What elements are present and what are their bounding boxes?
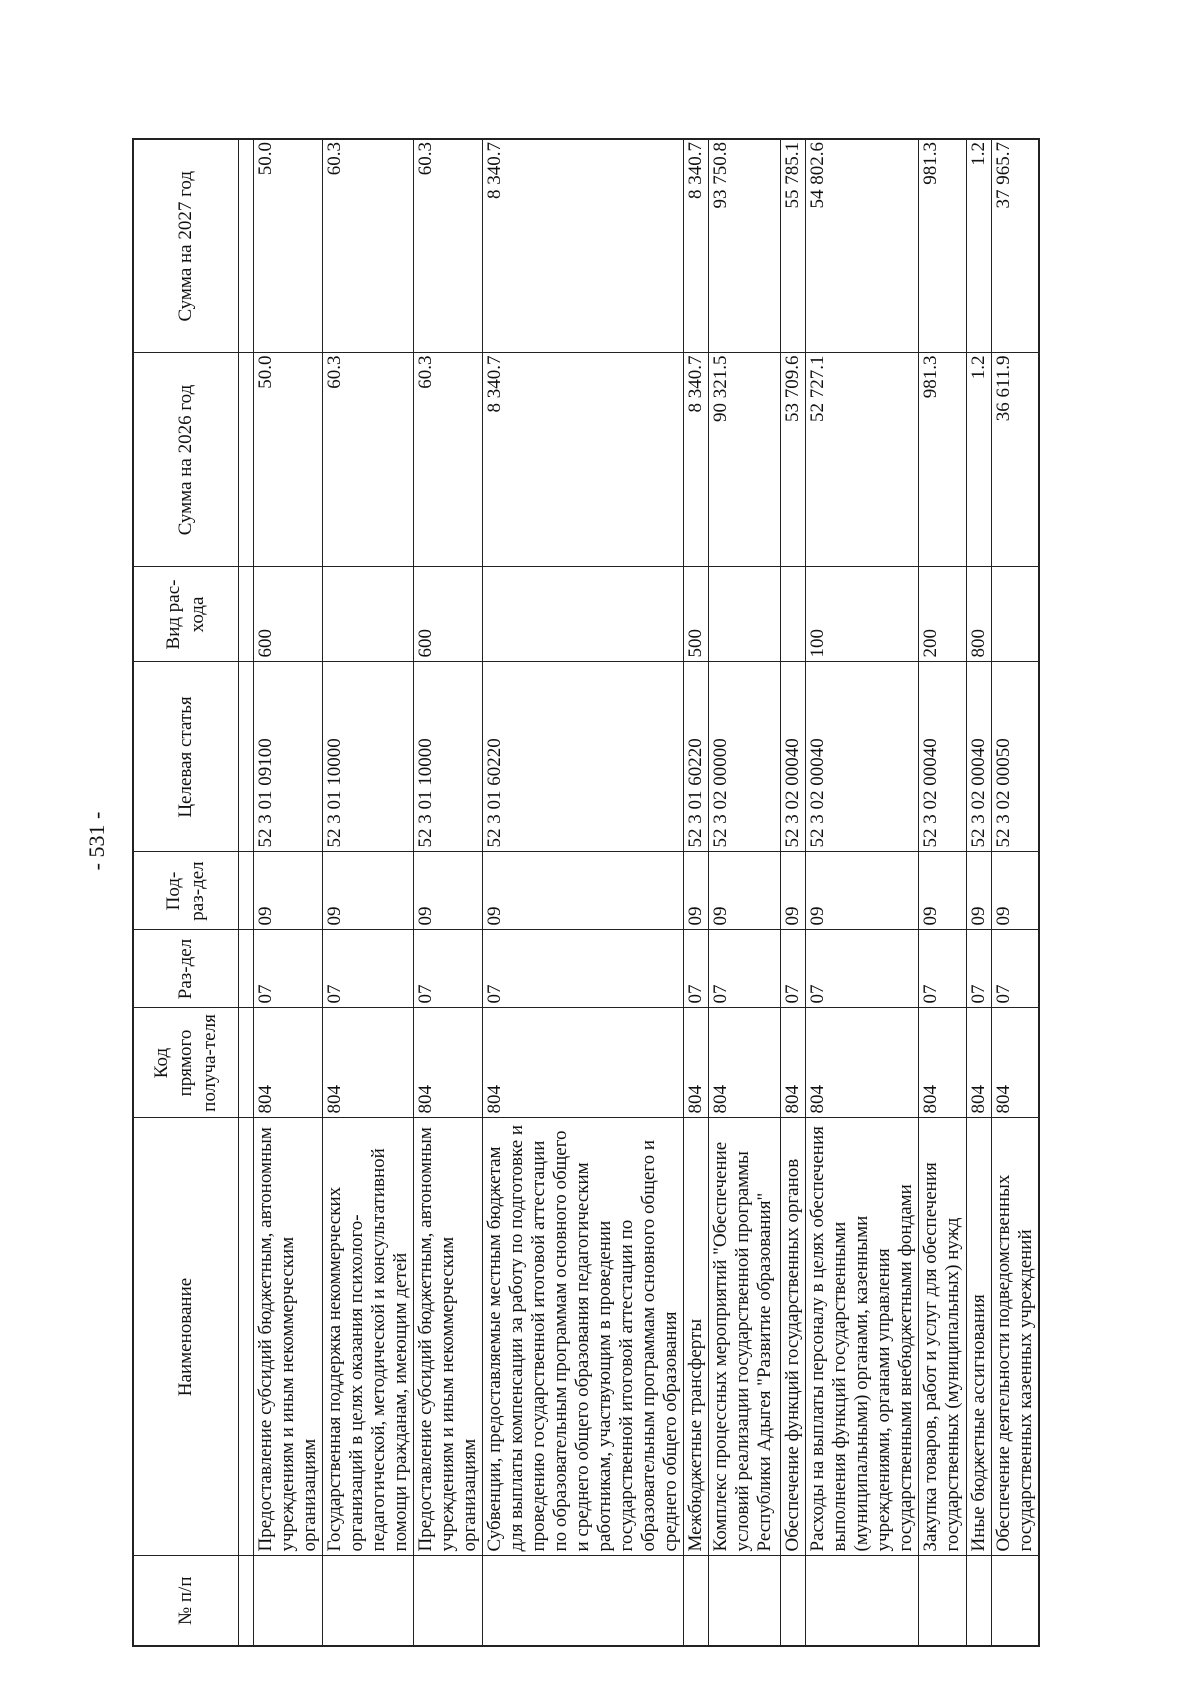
row-code: 804 <box>918 1008 966 1118</box>
row-razdel: 07 <box>708 930 780 1008</box>
budget-table <box>132 138 1040 1647</box>
row-target: 52 3 01 60220 <box>683 662 708 852</box>
row-sum-2027: 8 340.7 <box>482 139 683 353</box>
row-vid: 100 <box>805 567 918 662</box>
row-name: Субвенции, предоставляемые местным бюджетам для выплаты компенсации за работу по подготовке и проведению государственной итоговой аттестации по образовательным программам основного общего и среднего общего образования педагогическим работникам, участвующим в проведении государственной итоговой аттестации по образовательным программам основного общего и среднего общего образования <box>482 1118 683 1556</box>
row-sum-2026: 36 611.9 <box>991 353 1039 567</box>
header-sum-2026: Сумма на 2026 год <box>133 353 238 567</box>
row-sum-2026: 90 321.5 <box>708 353 780 567</box>
row-name: Межбюджетные трансферты <box>683 1118 708 1556</box>
row-razdel: 07 <box>322 930 413 1008</box>
row-podrazdel: 09 <box>991 852 1039 930</box>
header-razdel: Раз-дел <box>133 930 238 1008</box>
row-num <box>708 1556 780 1646</box>
row-name: Расходы на выплаты персоналу в целях обеспечения выполнения функций государственными (муниципальными) органами, казенными учреждениями, органами управления государственными внебюджетными фондами <box>805 1118 918 1556</box>
row-sum-2026: 8 340.7 <box>482 353 683 567</box>
row-podrazdel: 09 <box>683 852 708 930</box>
row-name: Предоставление субсидий бюджетным, автономным учреждениям и иным некоммерческим организациям <box>253 1118 322 1556</box>
row-code: 804 <box>708 1008 780 1118</box>
table-row <box>322 139 413 1646</box>
row-sum-2027: 37 965.7 <box>991 139 1039 353</box>
header-num: № п/п <box>133 1556 238 1646</box>
row-vid <box>322 567 413 662</box>
row-podrazdel: 09 <box>322 852 413 930</box>
row-target: 52 3 01 10000 <box>322 662 413 852</box>
row-sum-2027: 1.2 <box>966 139 991 353</box>
row-target: 52 3 01 60220 <box>482 662 683 852</box>
header-podrazdel: Под-раз-дел <box>133 852 238 930</box>
row-name: Предоставление субсидий бюджетным, автономным учреждениям и иным некоммерческим организациям <box>413 1118 482 1556</box>
row-podrazdel: 09 <box>780 852 805 930</box>
row-target: 52 3 02 00040 <box>966 662 991 852</box>
row-razdel: 07 <box>413 930 482 1008</box>
row-code: 804 <box>966 1008 991 1118</box>
row-code: 804 <box>322 1008 413 1118</box>
row-target: 52 3 01 10000 <box>413 662 482 852</box>
row-razdel: 07 <box>780 930 805 1008</box>
row-sum-2027: 60.3 <box>322 139 413 353</box>
row-vid <box>708 567 780 662</box>
header-spacer-row <box>238 139 253 1646</box>
row-target: 52 3 01 09100 <box>253 662 322 852</box>
table-row <box>253 139 322 1646</box>
row-num <box>805 1556 918 1646</box>
row-podrazdel: 09 <box>918 852 966 930</box>
row-sum-2027: 8 340.7 <box>683 139 708 353</box>
row-sum-2026: 981.3 <box>918 353 966 567</box>
table-body <box>253 139 1039 1646</box>
page-number: - 531 - <box>84 811 109 871</box>
table-row <box>413 139 482 1646</box>
row-num <box>482 1556 683 1646</box>
row-num <box>683 1556 708 1646</box>
row-sum-2027: 60.3 <box>413 139 482 353</box>
row-vid: 600 <box>253 567 322 662</box>
row-razdel: 07 <box>805 930 918 1008</box>
row-sum-2026: 1.2 <box>966 353 991 567</box>
row-code: 804 <box>482 1008 683 1118</box>
row-sum-2026: 52 727.1 <box>805 353 918 567</box>
row-sum-2027: 54 802.6 <box>805 139 918 353</box>
row-vid <box>482 567 683 662</box>
table-row <box>805 139 918 1646</box>
row-target: 52 3 02 00040 <box>805 662 918 852</box>
table-header <box>133 139 253 1646</box>
table-row <box>966 139 991 1646</box>
table-row <box>991 139 1039 1646</box>
row-podrazdel: 09 <box>482 852 683 930</box>
row-razdel: 07 <box>482 930 683 1008</box>
row-sum-2026: 50.0 <box>253 353 322 567</box>
header-target: Целевая статья <box>133 662 238 852</box>
row-target: 52 3 02 00040 <box>780 662 805 852</box>
row-target: 52 3 02 00040 <box>918 662 966 852</box>
row-name: Государственная поддержка некоммерческих организаций в целях оказания психолого-педагогической, методической и консультативной помощи гражданам, имеющим детей <box>322 1118 413 1556</box>
row-sum-2026: 60.3 <box>413 353 482 567</box>
row-sum-2027: 93 750.8 <box>708 139 780 353</box>
row-code: 804 <box>780 1008 805 1118</box>
row-podrazdel: 09 <box>966 852 991 930</box>
row-sum-2026: 8 340.7 <box>683 353 708 567</box>
row-name: Обеспечение деятельности подведомственных государственных казенных учреждений <box>991 1118 1039 1556</box>
row-num <box>322 1556 413 1646</box>
row-code: 804 <box>253 1008 322 1118</box>
row-code: 804 <box>991 1008 1039 1118</box>
table-row <box>780 139 805 1646</box>
row-code: 804 <box>683 1008 708 1118</box>
table-row <box>918 139 966 1646</box>
row-podrazdel: 09 <box>253 852 322 930</box>
row-sum-2026: 60.3 <box>322 353 413 567</box>
row-vid <box>780 567 805 662</box>
header-code: Код прямого получа-теля <box>133 1008 238 1118</box>
row-num <box>780 1556 805 1646</box>
row-code: 804 <box>805 1008 918 1118</box>
row-name: Обеспечение функций государственных органов <box>780 1118 805 1556</box>
row-vid: 600 <box>413 567 482 662</box>
row-podrazdel: 09 <box>805 852 918 930</box>
table-row <box>482 139 683 1646</box>
header-name: Наименование <box>133 1118 238 1556</box>
row-sum-2027: 981.3 <box>918 139 966 353</box>
row-num <box>918 1556 966 1646</box>
row-target: 52 3 02 00000 <box>708 662 780 852</box>
row-vid: 800 <box>966 567 991 662</box>
row-vid: 500 <box>683 567 708 662</box>
row-num <box>253 1556 322 1646</box>
row-podrazdel: 09 <box>413 852 482 930</box>
row-num <box>413 1556 482 1646</box>
table-row <box>708 139 780 1646</box>
row-target: 52 3 02 00050 <box>991 662 1039 852</box>
table-row <box>683 139 708 1646</box>
row-vid <box>991 567 1039 662</box>
row-razdel: 07 <box>683 930 708 1008</box>
header-sum-2027: Сумма на 2027 год <box>133 139 238 353</box>
row-num <box>991 1556 1039 1646</box>
row-razdel: 07 <box>918 930 966 1008</box>
header-vid: Вид рас-хода <box>133 567 238 662</box>
row-razdel: 07 <box>966 930 991 1008</box>
row-name: Комплекс процессных мероприятий "Обеспечение условий реализации государственной программы Республики Адыгея "Развитие образования" <box>708 1118 780 1556</box>
row-razdel: 07 <box>253 930 322 1008</box>
row-code: 804 <box>413 1008 482 1118</box>
row-sum-2027: 55 785.1 <box>780 139 805 353</box>
rotated-table-wrapper <box>132 140 1036 1647</box>
row-razdel: 07 <box>991 930 1039 1008</box>
row-vid: 200 <box>918 567 966 662</box>
row-name: Закупка товаров, работ и услуг для обеспечения государственных (муниципальных) нужд <box>918 1118 966 1556</box>
row-sum-2026: 53 709.6 <box>780 353 805 567</box>
row-sum-2027: 50.0 <box>253 139 322 353</box>
row-num <box>966 1556 991 1646</box>
row-podrazdel: 09 <box>708 852 780 930</box>
row-name: Иные бюджетные ассигнования <box>966 1118 991 1556</box>
